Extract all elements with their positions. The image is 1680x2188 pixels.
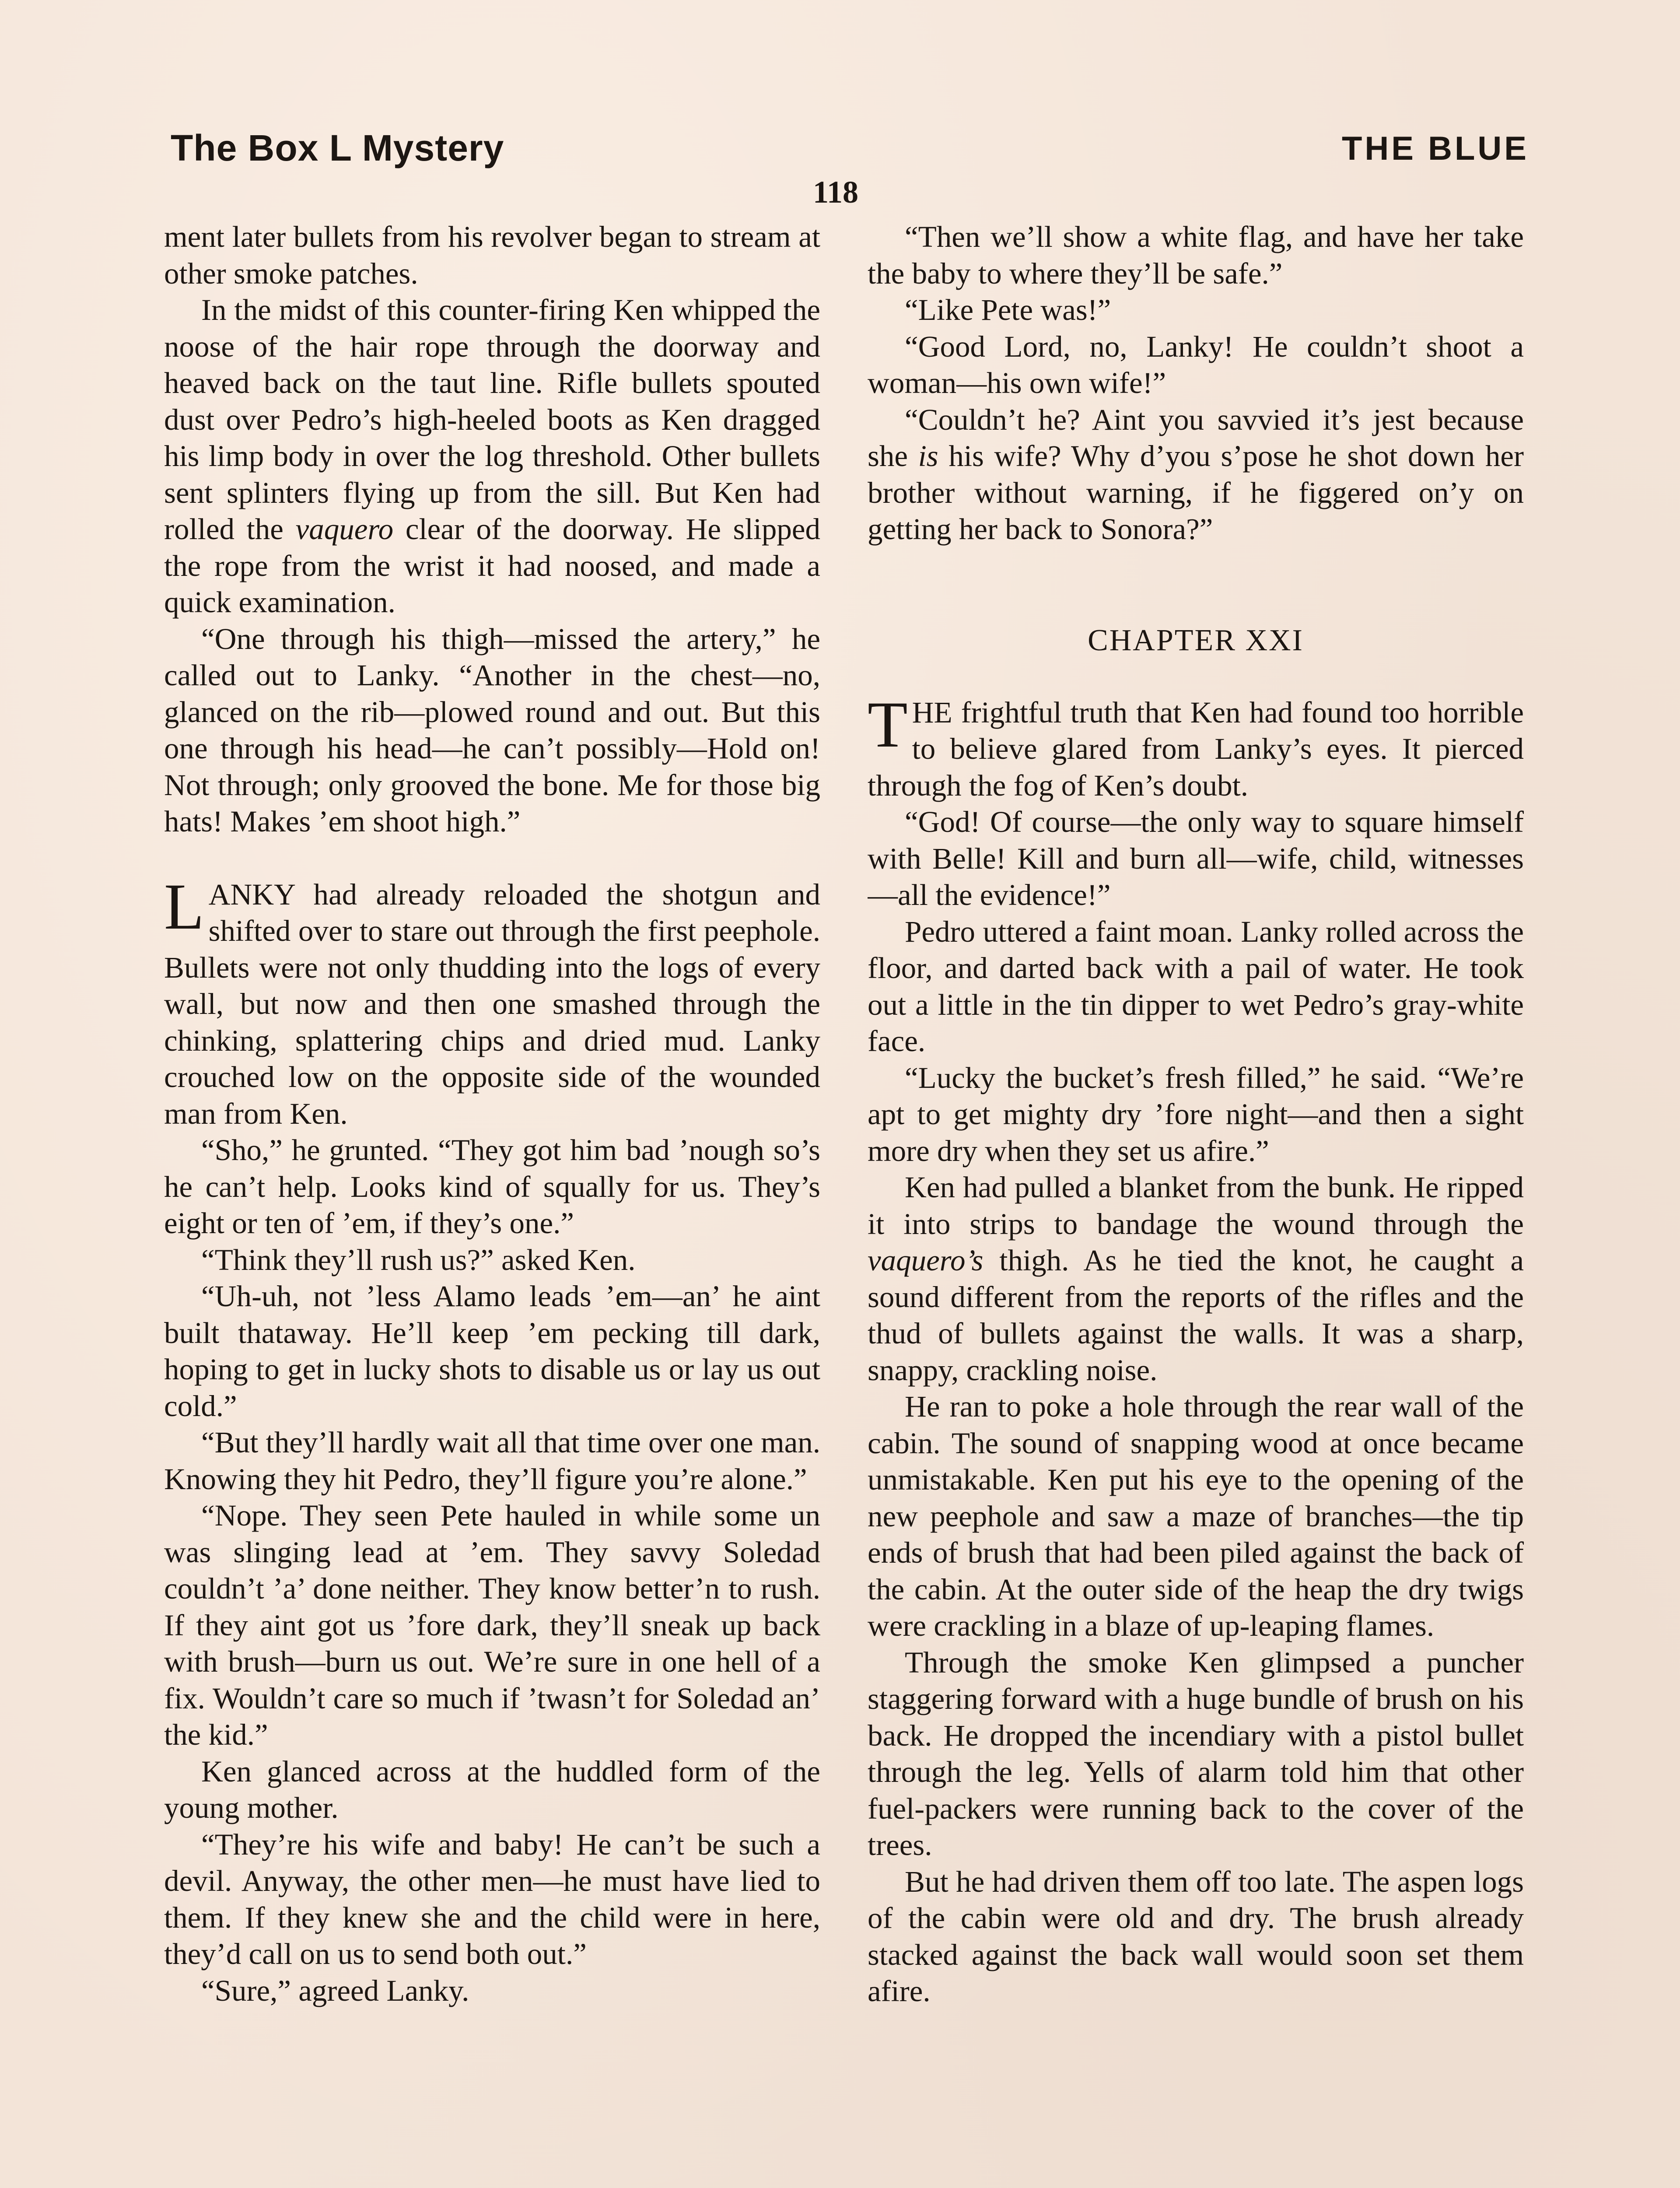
paragraph-text: “Couldn’t he? Aint you savvied it’s jest because she	[868, 403, 1524, 473]
running-title-left: The Box L Mystery	[171, 127, 504, 168]
paragraph: “Sho,” he grunted. “They got him bad ’nough so’s he can’t help. Looks kind of squally for us. They’s eight or ten of ’em, if they’s one.”	[164, 1133, 820, 1240]
paragraph	[868, 1169, 1524, 1389]
paragraph	[164, 292, 820, 621]
paragraph: He ran to poke a hole through the rear wall of the cabin. The sound of snapping wood at once became unmistakable. Ken put his eye to the opening of the new peephole and saw a maze of branches—the tip ends of brush that had been piled against the back of the cabin. At the outer side of the heap the dry twigs were crackling in a blaze of up-leaping flames.	[868, 1390, 1524, 1642]
paragraph: “One through his thigh—missed the artery,” he called out to Lanky. “Another in the chest—no, glanced on the rib—plowed round and out. But this one through his head—he can’t possibly—Hold on! Not through; only grooved the bone. Me for those big hats! Makes ’em shoot high.”	[164, 622, 820, 838]
drop-cap: L	[164, 870, 204, 943]
paragraph: “Nope. They seen Pete hauled in while some un was slinging lead at ’em. They savvy Soledad couldn’t ’a’ done neither. They know better’n to rush. If they aint got us ’fore dark, they’ll sneak up back with brush—burn us out. We’re sure in one hell of a fix. Wouldn’t care so much if ’twasn’t for Soledad an’ the kid.”	[164, 1499, 820, 1751]
right-text-column	[868, 219, 1524, 2188]
paragraph: Pedro uttered a faint moan. Lanky rolled across the floor, and darted back with a pail of water. He took out a little in the tin dipper to wet Pedro’s gray-white face.	[868, 915, 1524, 1058]
drop-cap: T	[868, 688, 908, 761]
italic-word: is	[918, 439, 938, 473]
paragraph-text: ANKY had already reloaded the shotgun and shifted over to stare out through the first peephole. Bullets were not only thudding into the logs of every wall, but now and then one smashed through the chinking, splattering chips and dried mud. Lanky crouched low on the opposite side of the wounded man from Ken.	[164, 877, 820, 1130]
italic-word: vaquero	[295, 512, 394, 546]
paragraph: “Sure,” agreed Lanky.	[201, 1974, 469, 2007]
paragraph: Through the smoke Ken glimpsed a puncher staggering forward with a huge bundle of brush on his back. He dropped the incendiary with a pistol bullet through the leg. Yells of alarm told him that other fuel-packers were running back to the cover of the trees.	[868, 1645, 1524, 1862]
paragraph-text: his wife? Why d’you s’pose he shot down her brother without warning, if he figgered on’y on getting her back to Sonora?”	[868, 439, 1524, 546]
italic-word: vaquero’s	[868, 1244, 984, 1277]
section-start-paragraph	[164, 870, 820, 1133]
paragraph-text: Ken had pulled a blanket from the bunk. He ripped it into strips to bandage the wound through the	[868, 1171, 1524, 1241]
page-number: 118	[813, 175, 859, 210]
paragraph: Ken glanced across at the huddled form of the young mother.	[164, 1754, 820, 1824]
paragraph: “Like Pete was!”	[905, 293, 1111, 326]
paragraph: “But they’ll hardly wait all that time over one man. Knowing they hit Pedro, they’ll figure you’re alone.”	[164, 1426, 820, 1496]
paragraph-text: thigh. As he tied the knot, he caught a sound different from the reports of the rifles and the thud of bullets against the walls. It was a sharp, snappy, crackling noise.	[868, 1244, 1524, 1387]
chapter-heading: CHAPTER XXI	[1088, 623, 1304, 657]
paragraph: ment later bullets from his revolver began to stream at other smoke patches.	[164, 220, 820, 290]
running-title-right: THE BLUE	[1342, 130, 1529, 167]
paragraph: “They’re his wife and baby! He can’t be such a devil. Anyway, the other men—he must have lied to them. If they knew she and the child were in here, they’d call on us to send both out.”	[164, 1827, 820, 1971]
paragraph	[868, 402, 1524, 548]
section-start-paragraph	[868, 688, 1524, 804]
paragraph: “Then we’ll show a white flag, and have her take the baby to where they’ll be safe.”	[868, 220, 1524, 290]
paragraph: “Uh-uh, not ’less Alamo leads ’em—an’ he aint built thataway. He’ll keep ’em pecking till dark, hoping to get in lucky shots to disable us or lay us out cold.”	[164, 1280, 820, 1423]
paragraph: “Lucky the bucket’s fresh filled,” he said. “We’re apt to get mighty dry ’fore night—and then a sight more dry when they set us afire.”	[868, 1061, 1524, 1168]
paragraph-text: HE frightful truth that Ken had found too horrible to believe glared from Lanky’s eyes. It pierced through the fog of Ken’s doubt.	[868, 695, 1524, 802]
paragraph: “God! Of course—the only way to square himself with Belle! Kill and burn all—wife, child, witnesses—all the evidence!”	[868, 805, 1524, 912]
paragraph: “Think they’ll rush us?” asked Ken.	[201, 1243, 636, 1276]
paragraph-text: In the midst of this counter-firing Ken whipped the noose of the hair rope through the doorway and heaved back on the taut line. Rifle bullets spouted dust over Pedro’s high-heeled boots as Ken dragged his limp body in over the log threshold. Other bullets sent splinters flying up from the sill. But Ken had rolled the	[164, 293, 820, 546]
left-text-column	[164, 219, 820, 2188]
paragraph: But he had driven them off too late. The aspen logs of the cabin were old and dry. The brush already stacked against the back wall would soon set them afire.	[868, 1865, 1524, 2008]
paragraph: “Good Lord, no, Lanky! He couldn’t shoot a woman—his own wife!”	[868, 330, 1524, 400]
paragraph-text: clear of the doorway. He slipped the rope from the wrist it had noosed, and made a quick examination.	[164, 512, 820, 619]
